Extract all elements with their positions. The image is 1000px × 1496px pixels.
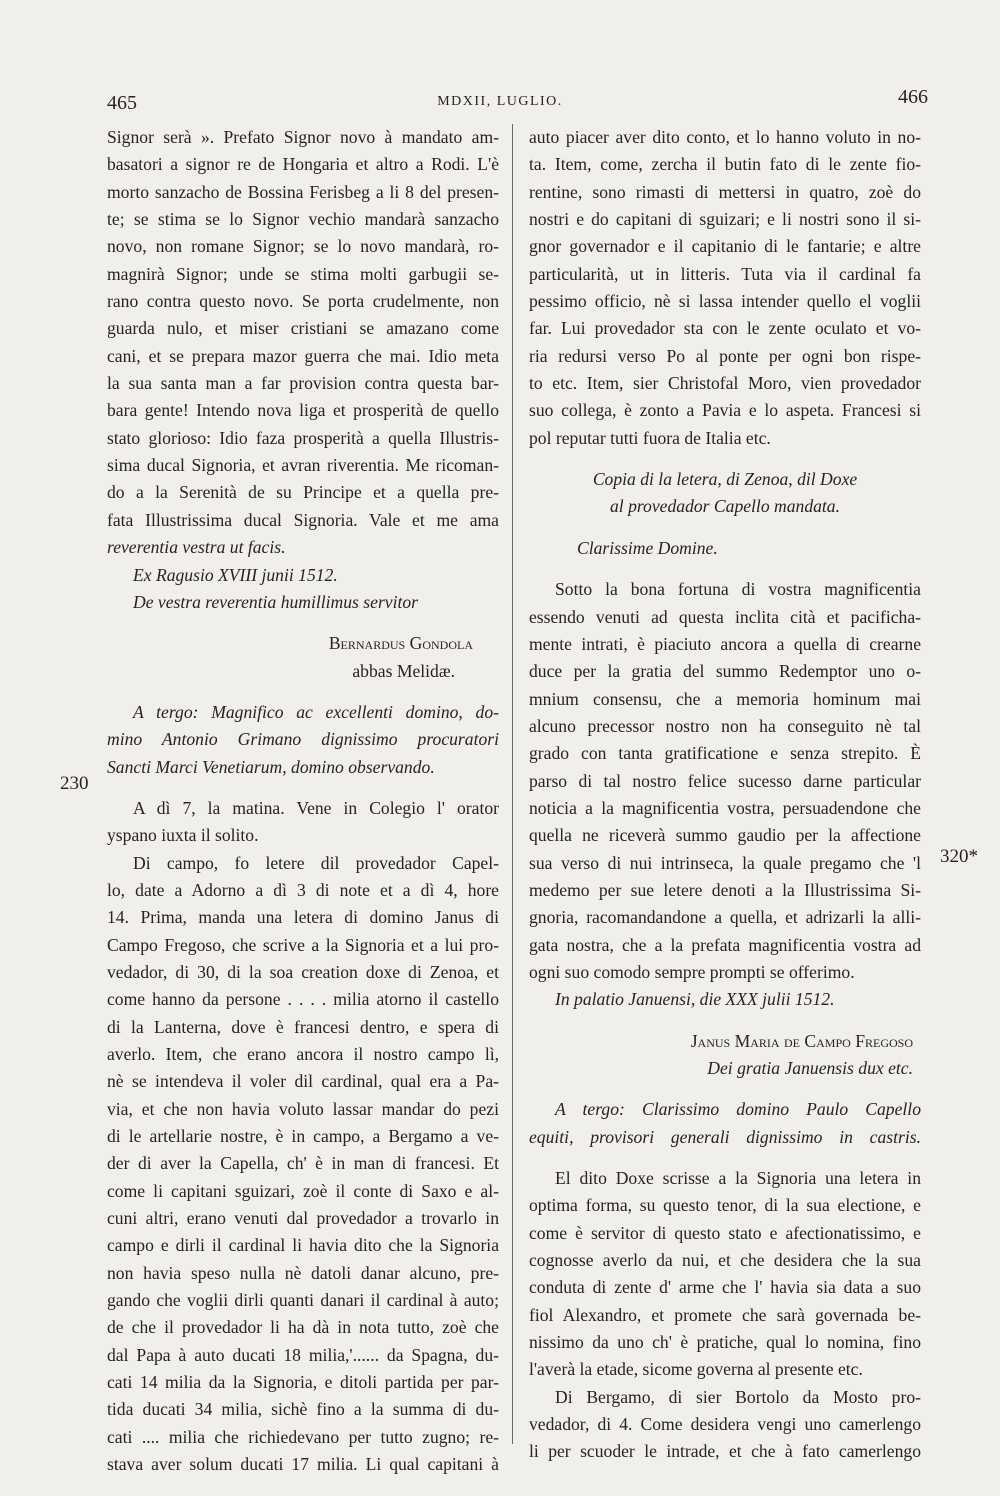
text-line: alcuno precessor nostro non ha conseguito nè tal bbox=[529, 715, 921, 736]
text-line: ria redursi verso Po al ponte per ogni bon rispe- bbox=[529, 345, 921, 366]
letter-date bbox=[529, 986, 921, 1013]
text-line: Clarissime Domine. bbox=[577, 537, 718, 558]
text-line: gando che voglii dirli quanti danari il cardinal à auto; bbox=[107, 1290, 499, 1311]
text-line: cani, et se prepara mazor guerra che mai. Idio meta bbox=[107, 345, 499, 366]
text-line: la sua santa man a far provision contra questa bar- bbox=[107, 373, 499, 394]
text-line: stato glorioso: Idio faza prosperità a quella Illustris- bbox=[107, 427, 499, 448]
letter-heading bbox=[529, 466, 921, 521]
page-number-right: 466 bbox=[898, 86, 928, 108]
heading-line: al provedador Capello mandata. bbox=[609, 496, 840, 517]
text-line: pol reputar tutti fuora de Italia etc. bbox=[529, 427, 771, 448]
text-line: 14. Prima, manda una letera di domino Janus di bbox=[107, 907, 499, 928]
text-line: nissimo da uno ch' è pratiche, qual lo nomina, fino bbox=[529, 1332, 921, 1353]
text-line: fiol Alexandro, et promete che sarà governada be- bbox=[529, 1304, 921, 1325]
text-line: conduta di zente d' arme che l' havia sia data a suo bbox=[529, 1277, 921, 1298]
text-line: vedador, di 30, di la soa creation doxe di Zenoa, et bbox=[107, 961, 499, 982]
text-line: reverentia vestra ut facis. bbox=[107, 537, 286, 558]
text-line: A tergo: Magnifico ac excellenti domino, do- bbox=[133, 701, 499, 722]
paragraph bbox=[107, 795, 499, 850]
text-line: ogni suo comodo sempre prompti se offerimo. bbox=[529, 961, 855, 982]
signature-name: Bernardus Gondola bbox=[328, 633, 473, 654]
text-line: magnirà Signor; unde se stima molti garbugii se- bbox=[107, 263, 499, 284]
running-title: MDXII, LUGLIO. bbox=[437, 94, 563, 109]
text-line: nè se intendeva il voler dil cardinal, qual era a Pa- bbox=[107, 1071, 499, 1092]
text-line: mnium consensu, che a memoria hominum mai bbox=[529, 688, 921, 709]
text-line: via, et che non havia voluto lassar mandar do pezi bbox=[107, 1098, 499, 1119]
paragraph bbox=[529, 576, 921, 986]
text-line: El dito Doxe scrisse a la Signoria una letera in bbox=[555, 1168, 921, 1189]
paragraph bbox=[529, 1384, 921, 1466]
text-line: Sotto la bona fortuna di vostra magnificentia bbox=[555, 579, 921, 600]
right-column bbox=[529, 124, 921, 1466]
text-line: sima ducal Signoria, et avran riverentia. Me ricoman- bbox=[107, 455, 499, 476]
text-line: novo, non romane Signor; se lo novo mandarà, ro- bbox=[107, 236, 499, 257]
paragraph bbox=[107, 124, 499, 562]
heading-line: Copia di la letera, di Zenoa, dil Doxe bbox=[592, 469, 858, 490]
text-line: mino Antonio Grimano dignissimo procuratori bbox=[107, 729, 499, 750]
text-line: cognosse averlo da nui, et che desidera che la sua bbox=[529, 1250, 921, 1271]
text-line: cati 14 milia da la Signoria, e ditoli partida per par- bbox=[107, 1372, 499, 1393]
text-line: dal Papa à auto ducati 18 milia,'...... da Spagna, du- bbox=[107, 1344, 499, 1365]
text-line: Campo Fregoso, che scrive a la Signoria et a lui pro- bbox=[107, 934, 499, 955]
text-line: Di Bergamo, di sier Bortolo da Mosto pro- bbox=[555, 1386, 921, 1407]
text-line: De vestra reverentia humillimus servitor bbox=[133, 591, 419, 612]
letter-closing bbox=[107, 589, 499, 616]
page-header bbox=[0, 86, 1000, 116]
text-line: vedador, di 4. Come desidera vengi uno camerlengo bbox=[529, 1414, 921, 1435]
text-line: li per scuoder le intrade, et che à fato camerlengo bbox=[529, 1441, 921, 1462]
text-line: campo e dirli il cardinal li havia dito che la Signoria bbox=[107, 1235, 499, 1256]
left-column bbox=[107, 124, 499, 1479]
signature-title: Dei gratia Januensis dux etc. bbox=[707, 1058, 913, 1078]
text-line: quella ne riceverà summo gaudio per la affectione bbox=[529, 825, 921, 846]
text-line: noticia a la magnificentia vostra, persuadendone che bbox=[529, 797, 921, 818]
text-line: parso di tal nostro felice sucesso darne particular bbox=[529, 770, 921, 791]
text-line: gnoria, racomandandone a quella, et adrizarli la alli- bbox=[529, 907, 921, 928]
text-line: di la Lanterna, dove è francesi dentro, e spera di bbox=[107, 1016, 499, 1037]
text-line: basatori a signor re de Hongaria et altro a Rodi. L'è bbox=[107, 154, 499, 175]
text-line: come li capitani sguizari, zoè il conte di Saxo e al- bbox=[107, 1180, 499, 1201]
text-line: stava aver solum ducati 17 milia. Li qual capitani à bbox=[107, 1454, 499, 1475]
letter-date bbox=[107, 562, 499, 589]
text-line: averlo. Item, che erano ancora il nostro campo lì, bbox=[107, 1044, 499, 1064]
text-line: sua verso di nui intrinseca, la quale pregamo che 'l bbox=[529, 852, 921, 873]
text-line: Ex Ragusio XVIII junii 1512. bbox=[133, 564, 338, 585]
margin-note-left: 230 bbox=[60, 773, 89, 794]
text-line: particularità, ut in litteris. Tuta via il cardinal fa bbox=[529, 263, 921, 284]
text-line: rano contra questo novo. Se porta crudelmente, non bbox=[107, 291, 499, 312]
text-line: equiti, provisori generali dignissimo in castris. bbox=[529, 1126, 921, 1147]
text-line: rentine, sono rimasti di mettersi in quatro, zoè do bbox=[529, 181, 921, 202]
text-line: mente intrati, è piaciuto ancora a quella di crearne bbox=[529, 633, 921, 654]
text-line: fata Illustrissima ducal Signoria. Vale et me ama bbox=[107, 509, 499, 530]
text-line: gnor governador e il capitanio di le fantarie; e altre bbox=[529, 236, 921, 257]
text-line: pessimo officio, nè si lassa intender quello el voglii bbox=[529, 291, 921, 312]
address-paragraph bbox=[107, 699, 499, 781]
text-line: medemo per sue letere denoti a la Illustrissima Si- bbox=[529, 879, 921, 900]
column-divider bbox=[512, 124, 513, 1444]
text-line: do a la Serenità de su Principe et a quella pre- bbox=[107, 482, 499, 503]
text-line: essendo venuti ad questa inclita cità et pacificha- bbox=[529, 606, 921, 627]
margin-note-right: 320* bbox=[940, 846, 978, 867]
text-line: far. Lui provedador sta con le zente oculato et vo- bbox=[529, 318, 921, 339]
text-line: yspano iuxta il solito. bbox=[107, 825, 259, 846]
salutation bbox=[529, 535, 921, 562]
text-line: bara gente! Intendo nova liga et prosperità de quello bbox=[107, 400, 499, 421]
text-line: auto piacer aver dito conto, et lo hanno voluto in no- bbox=[529, 127, 921, 147]
text-line: optima forma, su questo tenor, di la sua electione, e bbox=[529, 1195, 921, 1216]
signature bbox=[529, 1028, 921, 1083]
text-line: di le artellarie nostre, è in campo, a Bergamo a ve- bbox=[107, 1126, 499, 1147]
text-line: Di campo, fo letere dil provedador Capel- bbox=[133, 852, 499, 873]
text-line: In palatio Januensi, die XXX julii 1512. bbox=[555, 989, 835, 1010]
text-line: te; se stima se lo Signor vechio mandarà sanzacho bbox=[107, 209, 499, 230]
text-line: der di aver la Capella, ch' è in man di francesi. Et bbox=[107, 1153, 499, 1174]
text-line: grado con tanta gratificatione e senza strepito. È bbox=[529, 743, 921, 764]
text-line: A tergo: Clarissimo domino Paulo Capello bbox=[555, 1099, 921, 1120]
paragraph bbox=[107, 850, 499, 1479]
text-line: cuni altri, erano venuti dal provedador a trovarlo in bbox=[107, 1208, 499, 1229]
text-line: A dì 7, la matina. Vene in Colegio l' orator bbox=[133, 797, 499, 818]
text-line: come è servitor di questo stato e afectionatissimo, e bbox=[529, 1222, 921, 1243]
text-line: suo collega, è zonto a Pavia e lo aspeta. Francesi si bbox=[529, 400, 921, 421]
text-line: tida ducati 34 milia, sichè fino a la summa di du- bbox=[107, 1399, 499, 1420]
text-line: Signor serà ». Prefato Signor novo à mandato am- bbox=[107, 127, 499, 147]
text-line: l'averà la etade, sicome governa al presente etc. bbox=[529, 1359, 863, 1380]
signature-title: abbas Melidæ. bbox=[352, 660, 455, 681]
text-line: duce per la gratia del summo Redemptor uno o- bbox=[529, 661, 921, 682]
text-line: cati .... milia che richiedevano per tutto zugno; re- bbox=[107, 1426, 499, 1447]
text-line: come hanno da persone . . . . milia atorno il castello bbox=[107, 989, 499, 1010]
text-line: de che il provedador li ha dà in nota tutto, zoè che bbox=[107, 1317, 499, 1338]
signature-name: Janus Maria de Campo Fregoso bbox=[690, 1030, 913, 1051]
paragraph bbox=[529, 124, 921, 452]
text-line: morto sanzacho de Bossina Ferisbeg a li 8 del presen- bbox=[107, 181, 499, 202]
page-number-left: 465 bbox=[107, 92, 137, 114]
text-line: Sancti Marci Venetiarum, domino observando. bbox=[107, 756, 435, 777]
text-line: ta. Item, come, zercha il butin fato di le zente fio- bbox=[529, 154, 921, 175]
text-line: non havia speso nulla nè datoli danar alcuno, pre- bbox=[107, 1262, 499, 1283]
text-line: gata nostra, che a la prefata magnificentia vostra ad bbox=[529, 934, 921, 955]
signature bbox=[107, 630, 499, 685]
text-line: lo, date a Adorno a dì 3 di note et a dì 4, hore bbox=[107, 879, 499, 900]
paragraph bbox=[529, 1165, 921, 1384]
address-paragraph bbox=[529, 1096, 921, 1151]
text-line: to etc. Item, sier Christofal Moro, vien provedador bbox=[529, 373, 921, 394]
text-line: nostri e do capitani di sguizari; e li nostri sono il si- bbox=[529, 209, 921, 230]
text-line: guarda nulo, et miser cristiani se amazano come bbox=[107, 318, 499, 339]
